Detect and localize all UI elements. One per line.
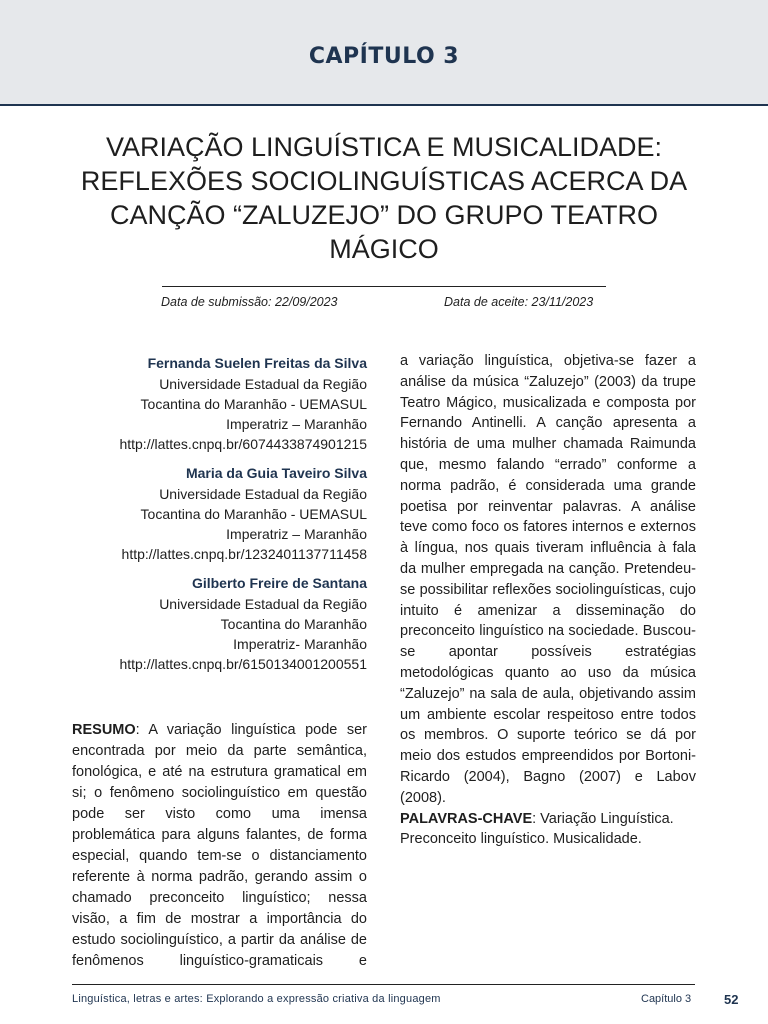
author-name: Gilberto Freire de Santana [191,575,367,591]
author-affiliation: Tocantina do Maranhão - UEMASUL [140,506,367,522]
author-block [72,572,367,674]
author-block [72,352,367,454]
abstract-text-left [72,720,367,972]
chapter-header-band [0,0,768,106]
author-block [72,462,367,564]
author-lattes-link[interactable]: http://lattes.cnpq.br/6150134001200551 [119,656,367,672]
keywords-label: PALAVRAS-CHAVE [400,810,533,827]
abstract-body-left: : A variação linguística pode ser encontrada por meio da parte semântica, fonológica, e até na estrutura gramatical em si; o fenômeno sociolinguístico em questão pode ser visto como uma imensa problemática para alguns falantes, de forma especial, quando tem-se o distanciamento referente à norma padrão, gerando assim o chamado preconceito linguístico; nessa visão, a fim de mostrar a importância do estudo sociolinguístico, a partir da análise de fenômenos linguístico-gramaticais e [72,722,367,969]
author-affiliation: Tocantina do Maranhão - UEMASUL [140,396,367,412]
page-number: 52 [724,992,739,1007]
chapter-label: CAPÍTULO 3 [308,44,460,69]
footer-book-title: Linguística, letras e artes: Explorando a expressão criativa da linguagem [72,993,441,1005]
title-line: CANÇÃO “ZALUZEJO” DO GRUPO TEATRO [109,200,659,230]
abstract-label: RESUMO [72,722,136,738]
footer-chapter: Capítulo 3 [641,993,692,1005]
author-name: Fernanda Suelen Freitas da Silva [147,355,367,371]
keywords-list: : Variação Linguística. Preconceito linguístico. Musicalidade. [400,810,674,848]
submission-date: Data de submissão: 22/09/2023 [161,295,338,309]
footer-divider [72,984,695,985]
abstract-body-right: a variação linguística, objetiva-se fazer a análise da música “Zaluzejo” (2003) da trupe Teatro Mágico, musicalizada e composta por Fernando Antinelli. A canção apresenta a história de uma mulher chamada Raimunda que, mesmo falando “errado” conforme a norma padrão, é considerada uma grande poetisa por reinventar palavras. A análise teve como foco os fatores internos e externos à língua, nos quais tiveram influência à fala da mulher empregada na canção. Pretendeu-se possibilitar reflexões sociolinguísticas, cujo intuito é amenizar a disseminação do preconceito linguístico na sociedade. Buscou-se apontar possíveis estratégias metodológicas quanto ao uso da música “Zaluzejo” na sala de aula, objetivando assim um ambiente escolar respeitoso entre todos os membros. O suporte teórico se dá por meio dos estudos empreendidos por Bortoni-Ricardo (2004), Bagno (2007) e Labov (2008). [400,353,696,806]
title-line: VARIAÇÃO LINGUÍSTICA E MUSICALIDADE: [105,132,663,162]
title-line: REFLEXÕES SOCIOLINGUÍSTICAS ACERCA DA [80,166,688,196]
author-name: Maria da Guia Taveiro Silva [185,465,367,481]
author-location: Imperatriz – Maranhão [226,416,367,432]
author-lattes-link[interactable]: http://lattes.cnpq.br/6074433874901215 [119,436,367,452]
abstract-text-right [400,351,696,850]
author-affiliation: Universidade Estadual da Região [159,486,367,502]
author-affiliation: Universidade Estadual da Região [159,376,367,392]
author-location: Imperatriz- Maranhão [233,636,367,652]
author-location: Imperatriz – Maranhão [226,526,367,542]
keywords [400,809,696,851]
title-divider [162,286,606,287]
article-title [70,130,698,266]
author-affiliation: Tocantina do Maranhão [220,616,367,632]
author-lattes-link[interactable]: http://lattes.cnpq.br/1232401137711458 [121,546,367,562]
author-affiliation: Universidade Estadual da Região [159,596,367,612]
acceptance-date: Data de aceite: 23/11/2023 [444,295,594,309]
title-line: MÁGICO [329,234,439,264]
author-list [72,352,367,682]
